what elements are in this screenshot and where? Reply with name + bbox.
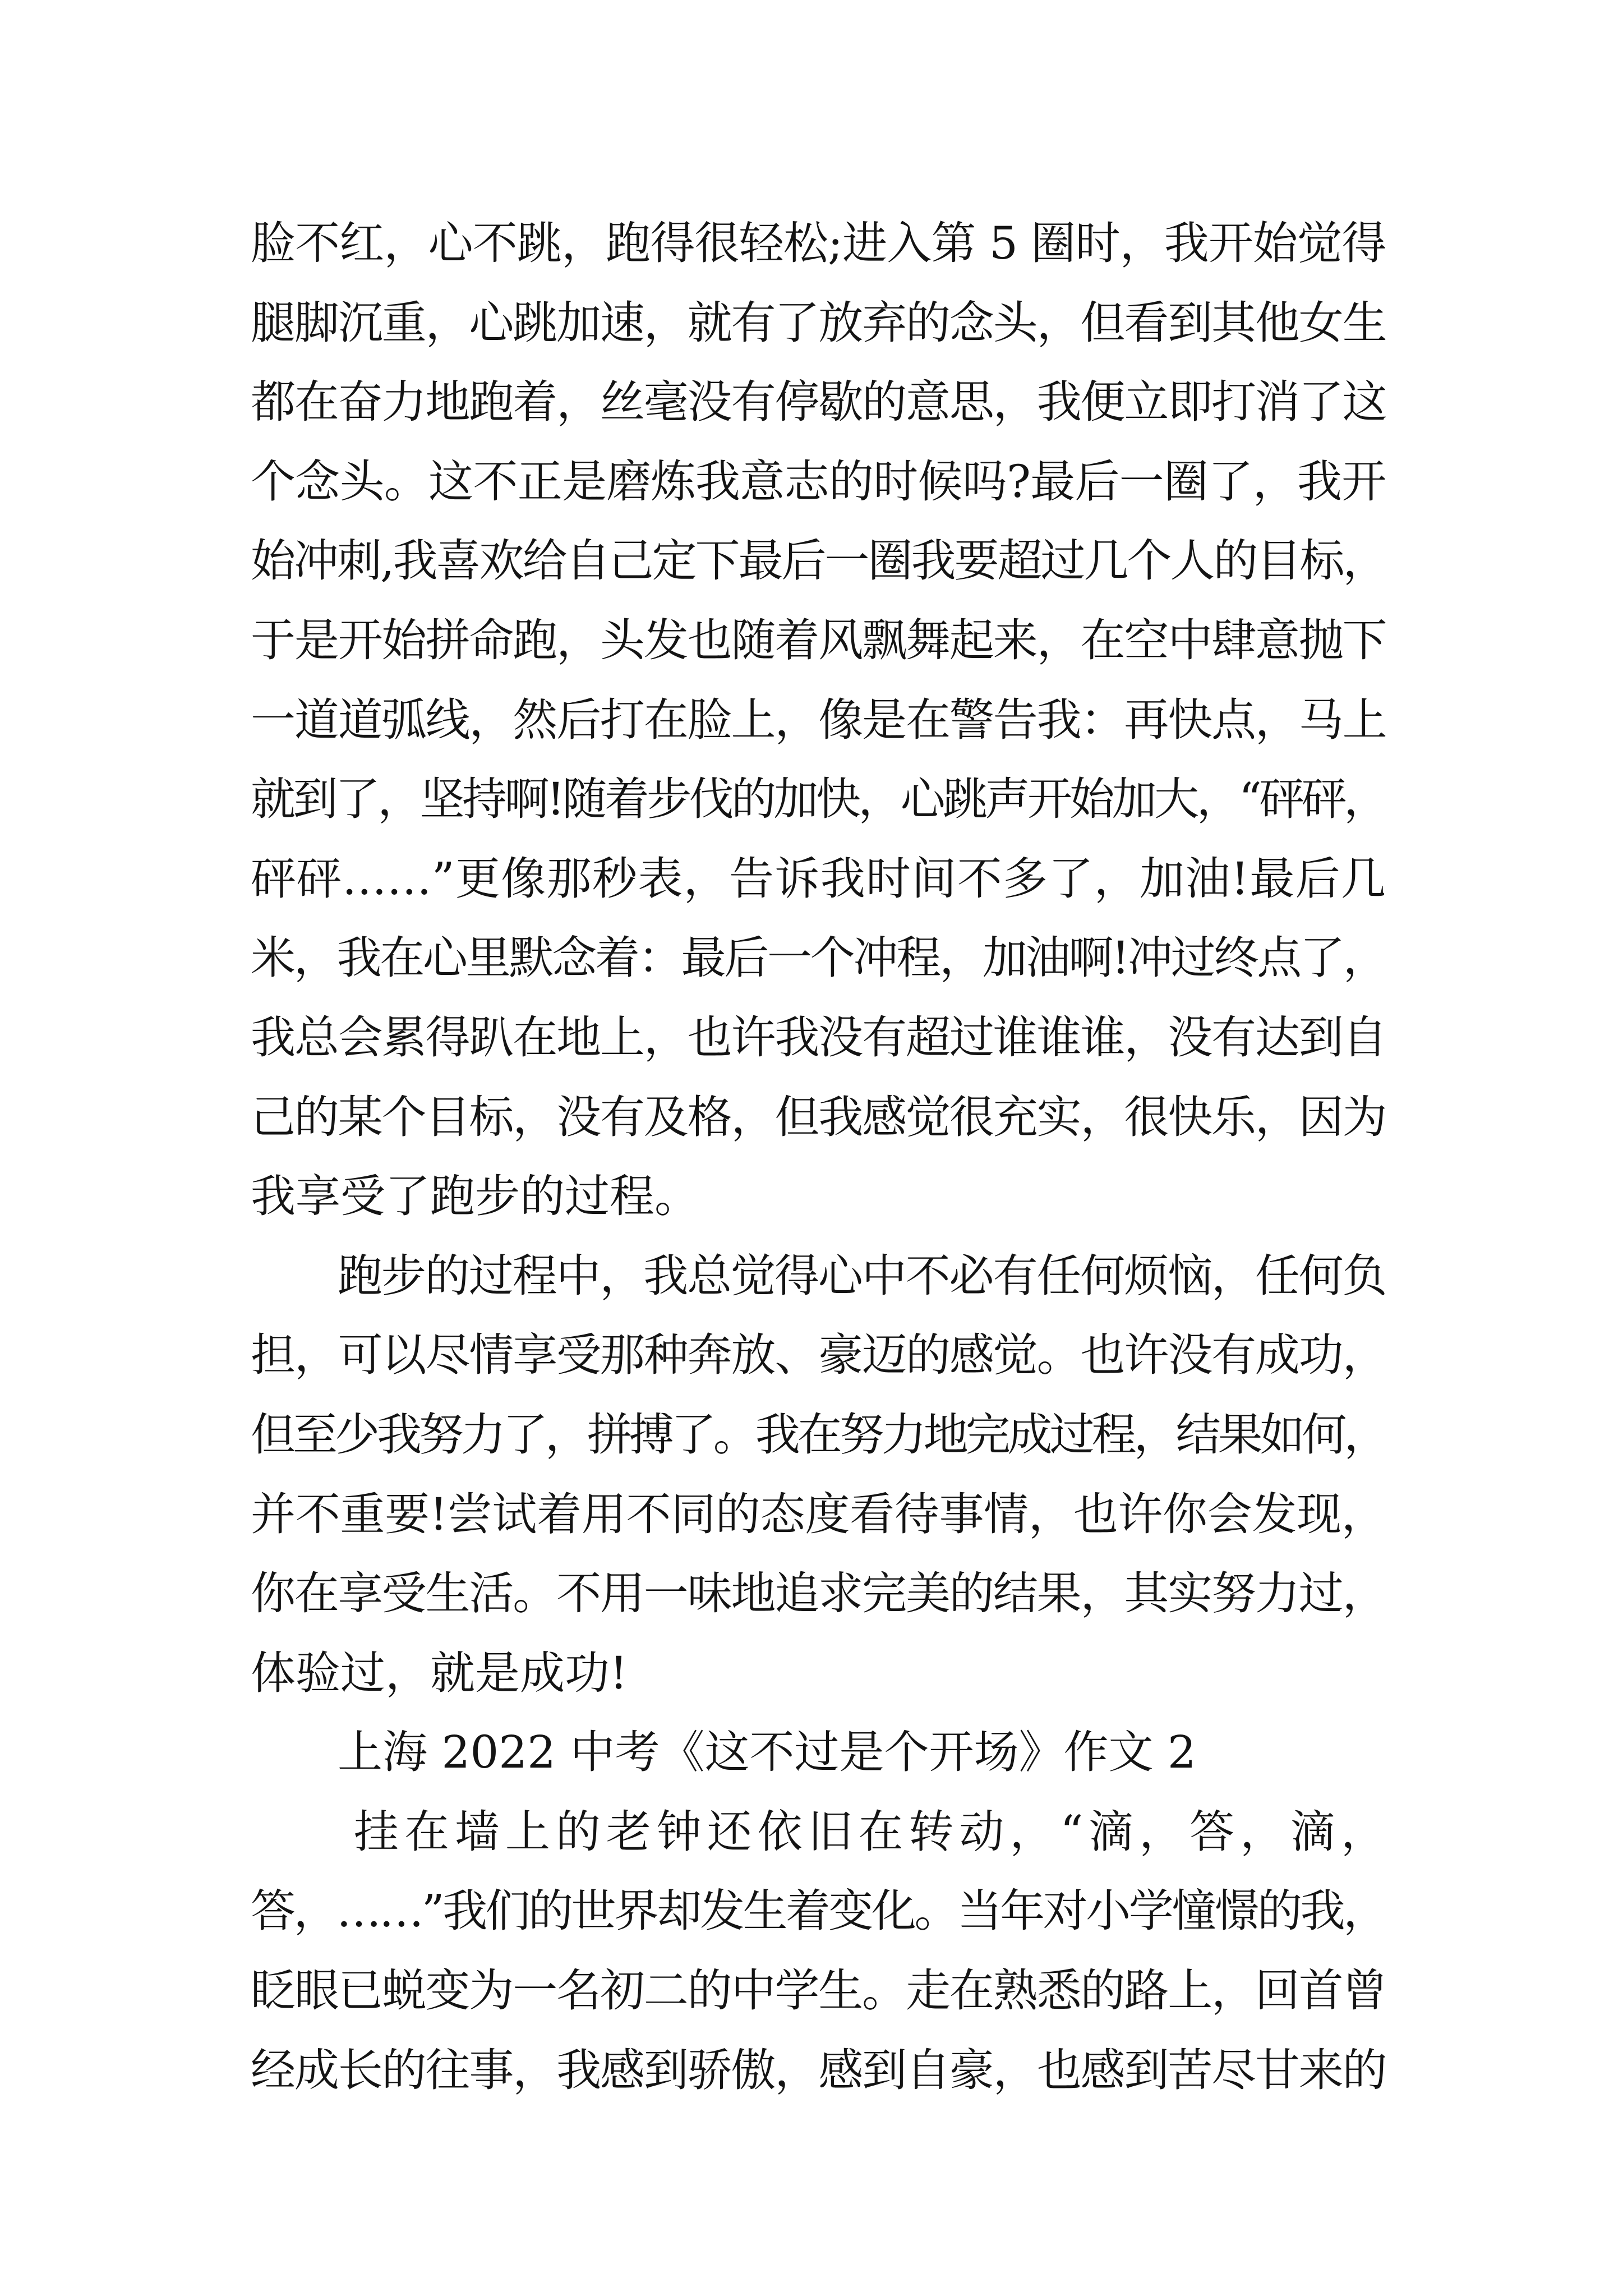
text-line: 答，……”我们的世界却发生着变化。当年对小学憧憬的我， <box>251 1885 1386 1938</box>
text-line: 个念头。这不正是磨炼我意志的时候吗?最后一圈了，我开 <box>251 455 1386 508</box>
text-line: 体验过，就是成功! <box>251 1646 628 1699</box>
text-line: 都在奋力地跑着，丝毫没有停歇的意思，我便立即打消了这 <box>251 376 1386 429</box>
text-line: 腿脚沉重，心跳加速，就有了放弃的念头，但看到其他女生 <box>251 296 1386 349</box>
text-line: 己的某个目标，没有及格，但我感觉很充实，很快乐，因为 <box>251 1091 1386 1143</box>
text-line: 你在享受生活。不用一味地追求完美的结果，其实努力过， <box>251 1567 1386 1620</box>
text-line: 脸不红，心不跳，跑得很轻松;进入第 5 圈时，我开始觉得 <box>251 217 1386 269</box>
essay-2-heading <box>251 1713 1386 1792</box>
text-line: 担，可以尽情享受那种奔放、豪迈的感觉。也许没有成功， <box>251 1329 1386 1382</box>
text-line: 就到了，坚持啊!随着步伐的加快，心跳声开始加大，“砰砰， <box>251 773 1386 826</box>
text-line: 我总会累得趴在地上，也许我没有超过谁谁谁，没有达到自 <box>251 1011 1386 1064</box>
text-line: 经成长的往事，我感到骄傲，感到自豪，也感到苦尽甘来的 <box>251 2044 1386 2096</box>
text-line: 始冲刺,我喜欢给自己定下最后一圈我要超过几个人的目标， <box>251 535 1386 587</box>
text-line: 跑步的过程中，我总觉得心中不必有任何烦恼，任何负 <box>338 1249 1386 1302</box>
heading-line: 上海 2022 中考《这不过是个开场》作文 2 <box>338 1726 1196 1779</box>
document-body <box>251 204 1386 2110</box>
text-line: 砰砰……”更像那秒表，告诉我时间不多了，加油!最后几 <box>251 852 1386 905</box>
text-line: 挂在墙上的老钟还依旧在转动，“滴，答，滴， <box>354 1805 1386 1858</box>
text-line: 我享受了跑步的过程。 <box>251 1170 699 1223</box>
text-line: 于是开始拼命跑，头发也随着风飘舞起来，在空中肆意抛下 <box>251 614 1386 666</box>
paragraph-running-essay-2 <box>251 1236 1386 1713</box>
text-line: 并不重要!尝试着用不同的态度看待事情，也许你会发现， <box>251 1488 1386 1540</box>
paragraph-running-essay-1 <box>251 204 1386 1236</box>
text-line: 米，我在心里默念着：最后一个冲程，加油啊!冲过终点了， <box>251 932 1386 984</box>
paragraph-essay-2-opening <box>251 1792 1386 2110</box>
text-line: 但至少我努力了，拼搏了。我在努力地完成过程，结果如何， <box>251 1408 1386 1461</box>
text-line: 眨眼已蜕变为一名初二的中学生。走在熟悉的路上，回首曾 <box>251 1964 1386 2017</box>
text-line: 一道道弧线，然后打在脸上，像是在警告我：再快点，马上 <box>251 693 1386 746</box>
